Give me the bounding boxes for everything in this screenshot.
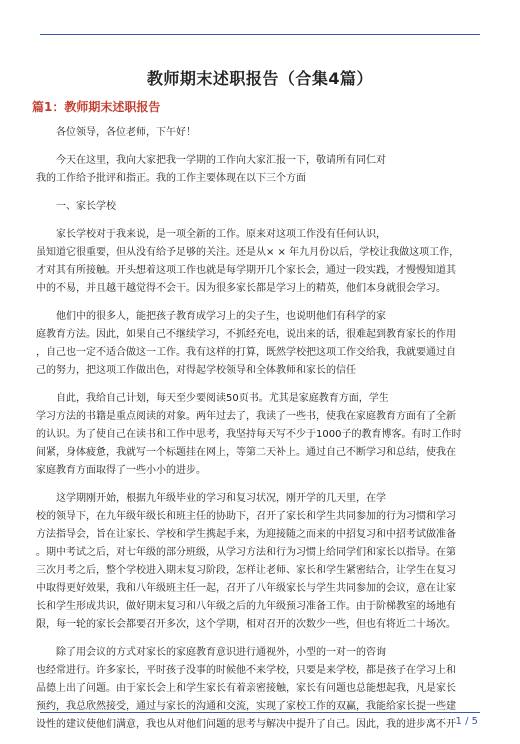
paragraph-line: 。期中考试之后，对七年级的部分班级，从学习方法和行为习惯上给同学们和家长以指导。在第 xyxy=(36,547,456,558)
paragraph xyxy=(36,124,484,142)
paragraph-line: 品德上出了问题。由于家长会上和学生家长有着亲密接触，家长有问题也总能想起我，凡是家长 xyxy=(36,683,456,694)
paragraph-line: 这学期刚开始，根据九年级毕业的学习和复习状况，刚开学的几天里，在学 xyxy=(56,493,386,504)
paragraph xyxy=(36,644,484,734)
paragraph-line: 三次月考之后，整个学校进入期末复习阶段，怎样让老师、家长和学生紧密结合，让学生在复习 xyxy=(36,565,456,576)
paragraph-line: 设性的建议使他们满意，我也从对他们问题的思考与解决中提升了自己。因此，我的进步离不开 xyxy=(36,719,456,730)
paragraph-line: ，自己也一定不适合做这一工作。我有这样的打算，既然学校把这项工作交给我，我就要通过自 xyxy=(36,347,456,358)
header-rule xyxy=(40,34,480,35)
paragraph-line: 家长学校对于我来说，是一项全新的工作。原来对这项工作没有任何认识， xyxy=(56,229,386,240)
paragraph-line: 中取得更好效果，我和八年级班主任一起，召开了八年级家长与学生共同参加的会议，意在让家 xyxy=(36,583,456,594)
paragraph xyxy=(36,226,484,298)
paragraph-line: 限，每一轮的家长会都要召开多次，这个学期，相对召开的次数少一些，但也有将近二十场次。 xyxy=(36,619,456,630)
paragraph xyxy=(36,308,484,380)
paragraph-line: 自此，我给自己计划，每天至少要阅读50页书。尤其是家庭教育方面，学生 xyxy=(56,393,389,404)
page-number: 1 / 5 xyxy=(455,716,478,727)
paragraph-line: 中的不易，并且越干越觉得不会干。因为很多家长都是学习上的精英，他们本身就很会学习。 xyxy=(36,283,446,294)
paragraph-line: 间紧，身体疲惫，我就写一个标题挂在网上，等第二天补上。通过自己不断学习和总结，使我在 xyxy=(36,447,456,458)
paragraph-line: 他们中的很多人，能把孩子教育成学习上的尖子生，也说明他们有科学的家 xyxy=(56,311,386,322)
footer-rule xyxy=(40,712,480,713)
paragraph-line: 才对其有所接触。开头想着这项工作也就是每学期开几个家长会，通过一段实践，才慢慢知道其 xyxy=(36,265,456,276)
paragraph-line: 各位领导，各位老师，下午好！ xyxy=(56,127,196,138)
paragraph-line: 的认识。为了使自己在读书和工作中思考，我坚持每天写不少于1000子的教育博客。有时工作时 xyxy=(36,429,462,440)
paragraph-line: 长和学生形成共识，做好期末复习和八年级之后的九年级预习准备工作。由于阶梯教室的场地有 xyxy=(36,601,456,612)
paragraph xyxy=(36,198,484,216)
paragraph-line: 校的领导下，在九年级年级长和班主任的协助下，召开了家长和学生共同参加的行为习惯和学习 xyxy=(36,511,456,522)
paragraph-line: 今天在这里，我向大家把我一学期的工作向大家汇报一下，敬请所有同仁对 xyxy=(56,155,386,166)
paragraph-line: 己的努力，把这项工作做出色，对得起学校领导和全体教师和家长的信任 xyxy=(36,365,356,376)
paragraph-line: 学习方法的书籍是重点阅读的对象。两年过去了，我读了一些书，使我在家庭教育方面有了全新 xyxy=(36,411,456,422)
paragraph xyxy=(36,390,484,480)
paragraph xyxy=(36,152,484,188)
paragraph-line: 虽知道它很重要，但从没有给予足够的关注。还是从× × 年九月份以后，学校让我做这项工作， xyxy=(36,247,460,258)
paragraph-line: 除了用会议的方式对家长的家庭教育意识进行通视外，小型的一对一的咨询 xyxy=(56,647,386,658)
paragraph-line: 一、家长学校 xyxy=(56,201,116,212)
paragraph xyxy=(36,490,484,634)
paragraph-line: 家庭教育方面取得了一些小小的进步。 xyxy=(36,465,206,476)
paragraph-line: 也经常进行。许多家长，平时孩子没事的时候他不来学校，只要是来学校，都是孩子在学习上和 xyxy=(36,665,456,676)
document-body xyxy=(36,124,484,744)
section-heading: 篇1：教师期末述职报告 xyxy=(32,100,161,114)
paragraph-line: 我的工作给予批评和指正。我的工作主要体现在以下三个方面 xyxy=(36,173,306,184)
paragraph-line: 庭教育方法。因此，如果自己不继续学习，不抓经充电，说出来的话，很难起到教育家长的作用 xyxy=(36,329,456,340)
paragraph-line: 方法指导会，旨在让家长、学校和学生携起手来，为迎接随之而来的中招复习和中招考试做准备 xyxy=(36,529,456,540)
paragraph-line: 预约，我总欣然接受，通过与家长的沟通和交流，实现了家校工作的双赢，我能给家长提一些建 xyxy=(36,701,456,712)
document-title: 教师期末述职报告（合集4篇） xyxy=(146,69,374,88)
